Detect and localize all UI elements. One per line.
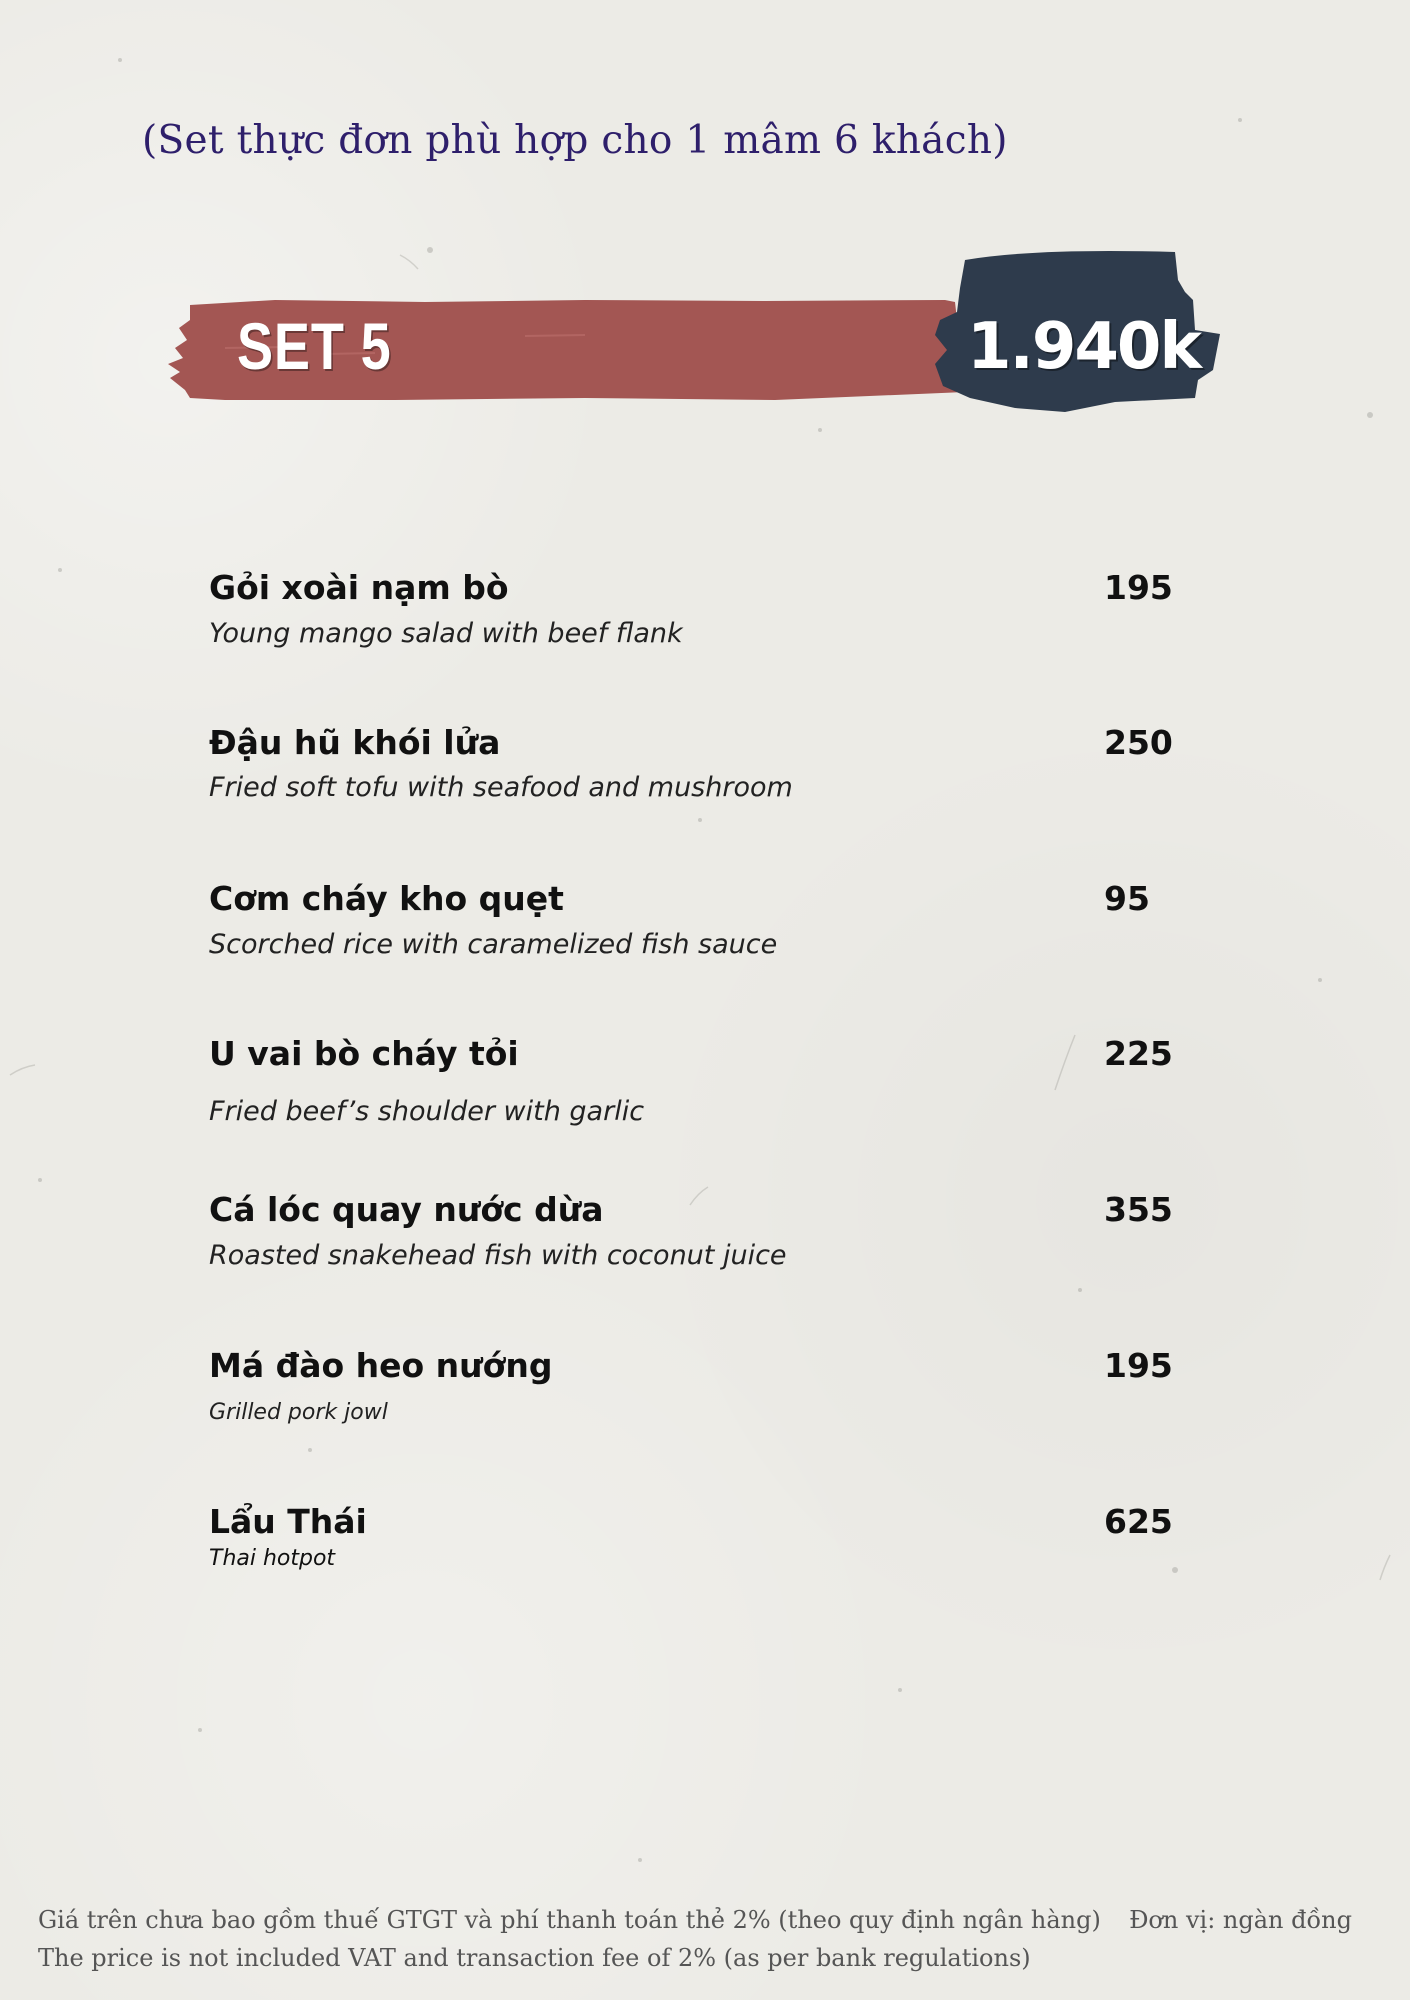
menu-item-name: U vai bò cháy tỏi	[209, 1034, 519, 1073]
menu-item-description: Thai hotpot	[209, 1546, 336, 1571]
footer-unit: Đơn vị: ngàn đồng	[1129, 1906, 1352, 1934]
menu-item-name: Đậu hũ khói lửa	[209, 723, 501, 762]
menu-item-name: Lẩu Thái	[209, 1502, 367, 1541]
menu-item	[209, 568, 1179, 678]
menu-item-price: 195	[1104, 1346, 1173, 1385]
menu-item-name: Cá lóc quay nước dừa	[209, 1190, 604, 1229]
menu-item	[209, 1034, 1179, 1144]
menu-item-price: 225	[1104, 1034, 1173, 1073]
menu-item-name: Má đào heo nướng	[209, 1346, 553, 1385]
menu-item-name: Gỏi xoài nạm bò	[209, 568, 509, 607]
menu-item-price: 95	[1104, 879, 1150, 918]
set-price: 1.940k	[967, 310, 1200, 384]
menu-item	[209, 1346, 1179, 1456]
footer-note-vietnamese: Giá trên chưa bao gồm thuế GTGT và phí thanh toán thẻ 2% (theo quy định ngân hàng)	[38, 1906, 1101, 1934]
set-banner	[165, 240, 1245, 440]
menu-item-description: Fried soft tofu with seafood and mushroom	[209, 772, 793, 803]
menu-item-price: 625	[1104, 1502, 1173, 1541]
menu-item-description: Grilled pork jowl	[209, 1400, 388, 1425]
menu-item	[209, 723, 1179, 833]
menu-item	[209, 879, 1179, 989]
menu-item	[209, 1502, 1179, 1612]
menu-item-price: 355	[1104, 1190, 1173, 1229]
set-title: SET 5	[237, 309, 392, 383]
menu-item-name: Cơm cháy kho quẹt	[209, 879, 564, 918]
menu-item-description: Fried beef’s shoulder with garlic	[209, 1096, 645, 1127]
menu-item-description: Roasted snakehead fish with coconut juice	[209, 1240, 787, 1271]
menu-item	[209, 1190, 1179, 1300]
footer-note-english: The price is not included VAT and transaction fee of 2% (as per bank regulations)	[38, 1944, 1031, 1972]
menu-item-description: Young mango salad with beef flank	[209, 618, 683, 649]
menu-item-price: 250	[1104, 723, 1173, 762]
menu-item-price: 195	[1104, 568, 1173, 607]
menu-item-description: Scorched rice with caramelized fish sauce	[209, 929, 778, 960]
set-subtitle: (Set thực đơn phù hợp cho 1 mâm 6 khách)	[142, 118, 1008, 163]
